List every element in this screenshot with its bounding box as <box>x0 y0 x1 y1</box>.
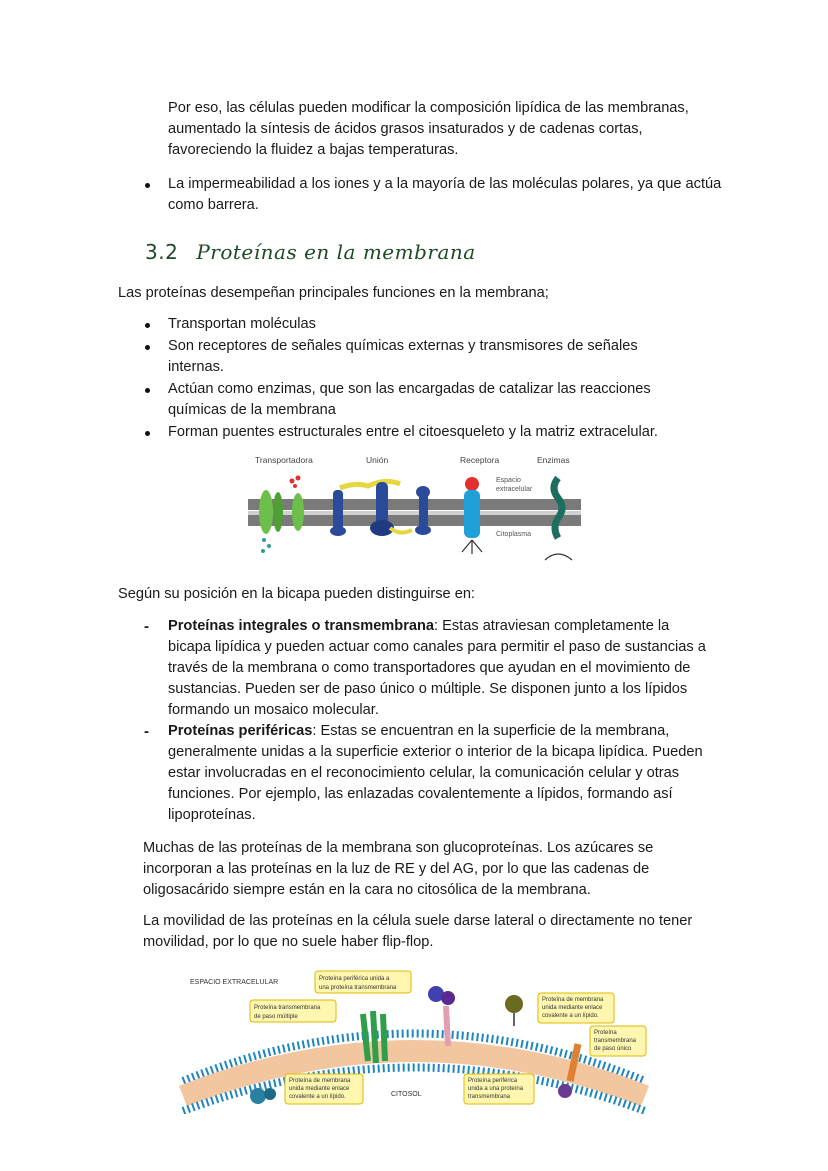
list-item <box>143 314 713 335</box>
section-heading <box>145 240 476 264</box>
mobility-paragraph: La movilidad de las proteínas en la célula suele darse lateral o directamente no tener movilidad, por lo que no suele haber flip-flop. <box>143 913 693 950</box>
label-space-1: Espacio <box>496 477 521 484</box>
label-union: Unión <box>366 455 389 465</box>
label-cytosol: CITOSOL <box>391 1091 422 1098</box>
figure-label: de paso múltiple <box>254 1014 298 1020</box>
figure-label: covalente a un lípido. <box>289 1094 346 1100</box>
list-item <box>143 379 693 421</box>
term-peripheral-text: : Estas se encuentran en la superficie de la membrana, generalmente unidas a la superficie exterior o interior de la bicapa lipídica. Pueden estar involucradas en el reconocimiento celular, la comunicación celular y otras funciones. Por ejemplo, las enlazadas covalentemente a lípidos, formando así lipoproteínas. <box>168 723 703 823</box>
protein-functions-figure <box>240 448 585 573</box>
figure-label: unida mediante enlace <box>289 1086 350 1092</box>
term-integral-text: : Estas atraviesan completamente la bicapa lipídica y pueden actuar como canales para permitir el paso de sustancias a través de la membrana o como transportadores que ayudan en el movimiento de sustancias. Pueden ser de paso único o múltiple. Se disponen junto a los lípidos formando un mosaico molecular. <box>168 618 706 718</box>
section-number: 3.2 <box>145 240 179 264</box>
bullet-text: Son receptores de señales químicas externas y transmisores de señales internas. <box>168 338 638 375</box>
section-title: Proteínas en la membrana <box>196 240 476 264</box>
list-item <box>143 422 728 443</box>
lipid-anchored-protein-inner <box>250 1088 276 1104</box>
membrane-proteins-figure <box>178 966 650 1114</box>
dash-icon: - <box>144 723 149 740</box>
bullet-text: Transportan moléculas <box>168 316 316 332</box>
bullet-text: Actúan como enzimas, que son las encargadas de catalizar las reacciones químicas de la membrana <box>168 381 651 418</box>
bullet-icon <box>145 183 150 188</box>
figure-label: transmembrana <box>468 1094 511 1100</box>
figure-label: Proteína transmembrana <box>254 1005 321 1011</box>
label-extracellular: ESPACIO EXTRACELULAR <box>190 979 279 986</box>
label-box-multipass <box>250 1000 336 1022</box>
figure-label: covalente a un lípido. <box>542 1013 599 1019</box>
list-item <box>143 336 683 378</box>
receptor-protein <box>462 477 482 554</box>
figure-label: Proteína <box>594 1030 617 1036</box>
lipid-anchored-protein-outer <box>505 995 523 1026</box>
figure-label: una proteína transmembrana <box>319 985 397 991</box>
bullet-text: La impermeabilidad a los iones y a la mayoría de las moléculas polares, ya que actúa como barrera. <box>168 176 722 213</box>
figure-label: transmembrana <box>594 1038 637 1044</box>
bullet-text: Forman puentes estructurales entre el citoesqueleto y la matriz extracelular. <box>168 424 658 440</box>
label-box-peripheral-bottom <box>464 1074 534 1104</box>
intro-paragraph: Por eso, las células pueden modificar la composición lipídica de las membranas, aumentado la síntesis de ácidos grasos insaturados y de cadenas cortas, favoreciendo la fluidez a bajas temperaturas. <box>168 100 689 158</box>
term-peripheral: Proteínas periféricas <box>168 723 313 739</box>
figure-label: Proteína de membrana <box>289 1078 351 1084</box>
dash-icon: - <box>144 618 149 635</box>
bullet-icon <box>145 388 150 393</box>
label-box-lipid-inner <box>285 1074 363 1104</box>
proteins-intro: Las proteínas desempeñan principales funciones en la membrana; <box>118 285 549 301</box>
label-space-2: extracelular <box>496 486 533 493</box>
figure-label: Proteína periférica unida a <box>319 976 390 982</box>
figure-label: de paso único <box>594 1046 632 1052</box>
figure-label: Proteína de membrana <box>542 997 604 1003</box>
term-integral: Proteínas integrales o transmembrana <box>168 618 435 634</box>
label-box-lipid-outer <box>538 993 614 1023</box>
label-receptor: Receptora <box>460 455 500 465</box>
figure-label: Proteína periférica <box>468 1078 518 1084</box>
bullet-icon <box>145 431 150 436</box>
list-item <box>143 616 713 721</box>
label-enzymes: Enzimas <box>537 455 570 465</box>
label-box-singlepass <box>590 1026 646 1056</box>
figure-label: unida mediante enlace <box>542 1005 603 1011</box>
transporter-protein <box>259 476 304 554</box>
glyco-paragraph: Muchas de las proteínas de la membrana son glucoproteínas. Los azúcares se incorporan a las proteínas en la luz de RE y del AG, por lo que las cadenas de oligosacárido siempre están en la cara no citosólica de la membrana. <box>143 840 654 898</box>
label-cytoplasm: Citoplasma <box>496 531 532 538</box>
position-intro: Según su posición en la bicapa pueden distinguirse en: <box>118 586 475 602</box>
label-box-peripheral-top <box>315 971 411 993</box>
label-transport: Transportadora <box>255 455 313 465</box>
bullet-icon <box>145 345 150 350</box>
figure-label: unida a una proteína <box>468 1086 524 1092</box>
list-item <box>143 721 713 826</box>
bullet-icon <box>145 323 150 328</box>
list-item <box>143 174 728 216</box>
